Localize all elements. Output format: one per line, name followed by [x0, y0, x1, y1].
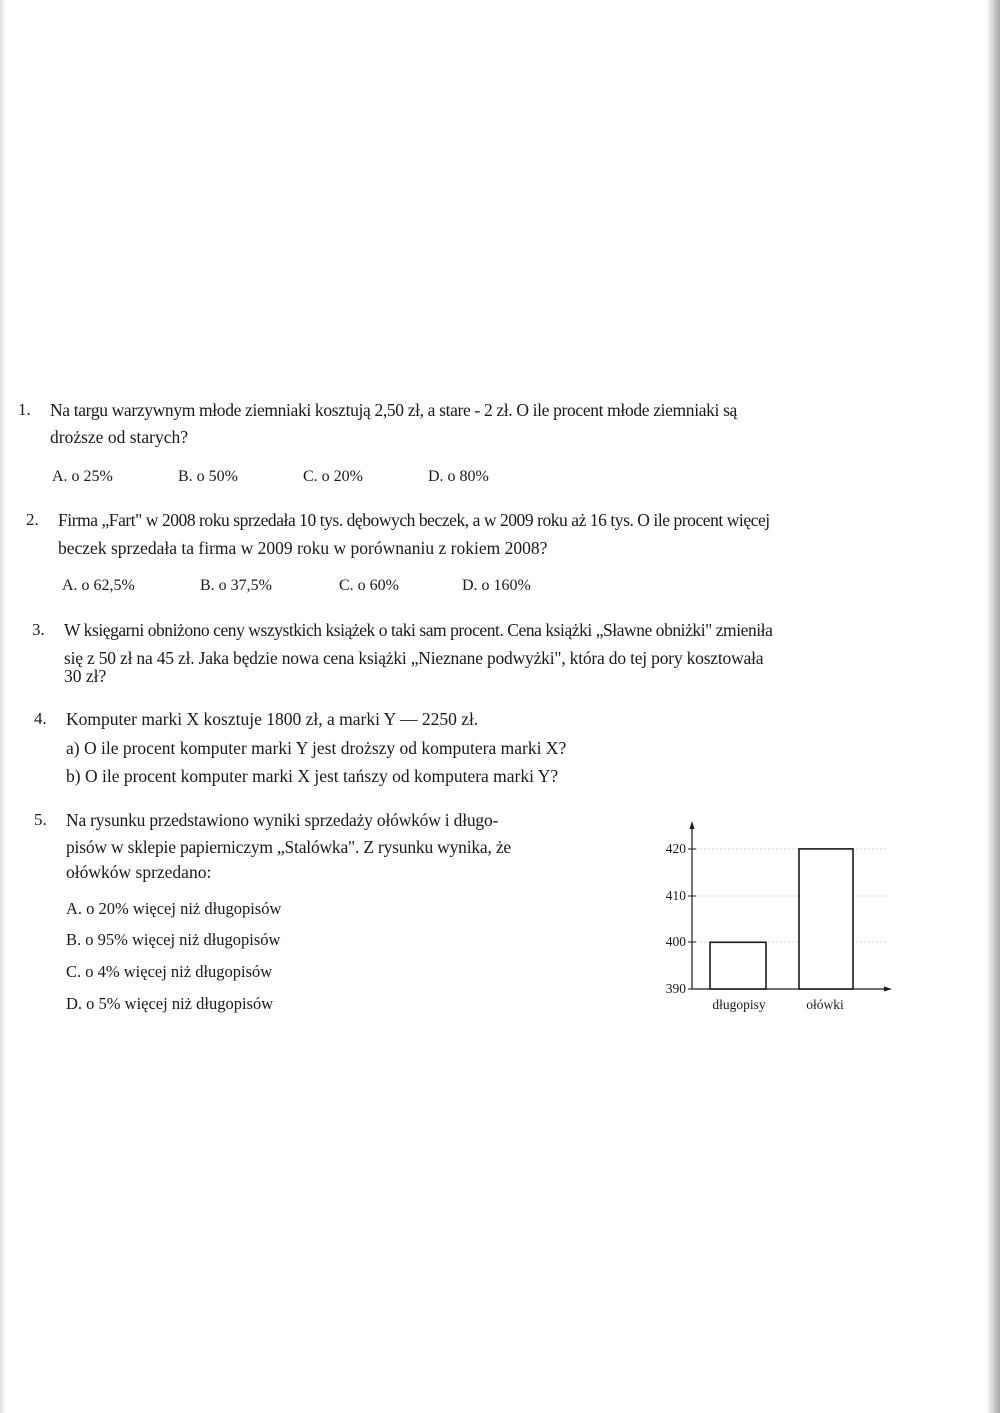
y-tick-label-420: 420: [665, 841, 686, 856]
answer-option-d: D. o 5% więcej niż długopisów: [66, 994, 274, 1013]
question-number: 4.: [34, 709, 47, 728]
question-text-line: beczek sprzedała ta firma w 2009 roku w porównaniu z rokiem 2008?: [58, 538, 548, 558]
question-text-line: Na rysunku przedstawiono wyniki sprzedaży ołówków i długo-: [66, 810, 499, 830]
answer-option-c: C. o 4% więcej niż długopisów: [66, 962, 273, 981]
y-tick-label-390: 390: [665, 981, 686, 996]
question-number: 1.: [18, 400, 31, 419]
scan-edge-left: [0, 0, 6, 1413]
question-subitem-b: b) O ile procent komputer marki X jest tańszy od komputera marki Y?: [66, 766, 559, 786]
answer-option-b: B. o 95% więcej niż długopisów: [66, 930, 281, 949]
question-subitem-a: a) O ile procent komputer marki Y jest droższy od komputera marki X?: [66, 738, 567, 758]
question-number: 3.: [32, 620, 45, 639]
question-text-line: droższe od starych?: [50, 427, 188, 447]
scan-edge-right: [986, 0, 1000, 1413]
question-text-line: Na targu warzywnym młode ziemniaki kosztują 2,50 zł, a stare - 2 zł. O ile procent młode ziemniaki są: [50, 400, 737, 420]
x-category-label-olowki: ołówki: [806, 997, 844, 1012]
y-tick-label-400: 400: [665, 934, 686, 949]
answer-option-b: B. o 50%: [178, 468, 238, 485]
question-text-line: się z 50 zł na 45 zł. Jaka będzie nowa cena książki „Nieznane podwyżki", która do tej pory kosztowała: [64, 648, 764, 668]
x-axis-arrow: [884, 987, 892, 992]
question-text-line: Komputer marki X kosztuje 1800 zł, a marki Y — 2250 zł.: [66, 709, 479, 729]
question-text-line: pisów w sklepie papierniczym „Stalówka". Z rysunku wynika, że: [66, 837, 511, 857]
bar-chart-svg: [650, 815, 900, 1015]
bar-olowki: [799, 849, 853, 989]
question-text-line: W księgarni obniżono ceny wszystkich książek o taki sam procent. Cena książki „Sławne obniżki" zmieniła: [64, 620, 773, 640]
answer-option-a: A. o 20% więcej niż długopisów: [66, 899, 282, 918]
sales-bar-chart: [650, 815, 900, 1015]
y-tick-label-410: 410: [665, 888, 686, 903]
question-number: 5.: [34, 810, 47, 829]
answer-option-b: B. o 37,5%: [200, 577, 272, 594]
bar-dlugopisy: [710, 942, 766, 989]
question-text-line: Firma „Fart" w 2008 roku sprzedała 10 tys. dębowych beczek, a w 2009 roku aż 16 tys. O ile procent więcej: [58, 510, 770, 530]
x-category-label-dlugopisy: długopisy: [712, 997, 766, 1012]
answer-option-a: A. o 62,5%: [62, 577, 135, 594]
answer-option-c: C. o 20%: [303, 468, 363, 485]
answer-option-c: C. o 60%: [339, 577, 399, 594]
answer-option-d: D. o 80%: [428, 468, 489, 485]
question-text-line: 30 zł?: [64, 666, 107, 686]
question-number: 2.: [26, 510, 39, 529]
answer-option-d: D. o 160%: [462, 577, 531, 594]
y-axis-arrow: [690, 821, 695, 829]
question-text-line: ołówków sprzedano:: [66, 862, 212, 882]
answer-option-a: A. o 25%: [52, 468, 113, 485]
